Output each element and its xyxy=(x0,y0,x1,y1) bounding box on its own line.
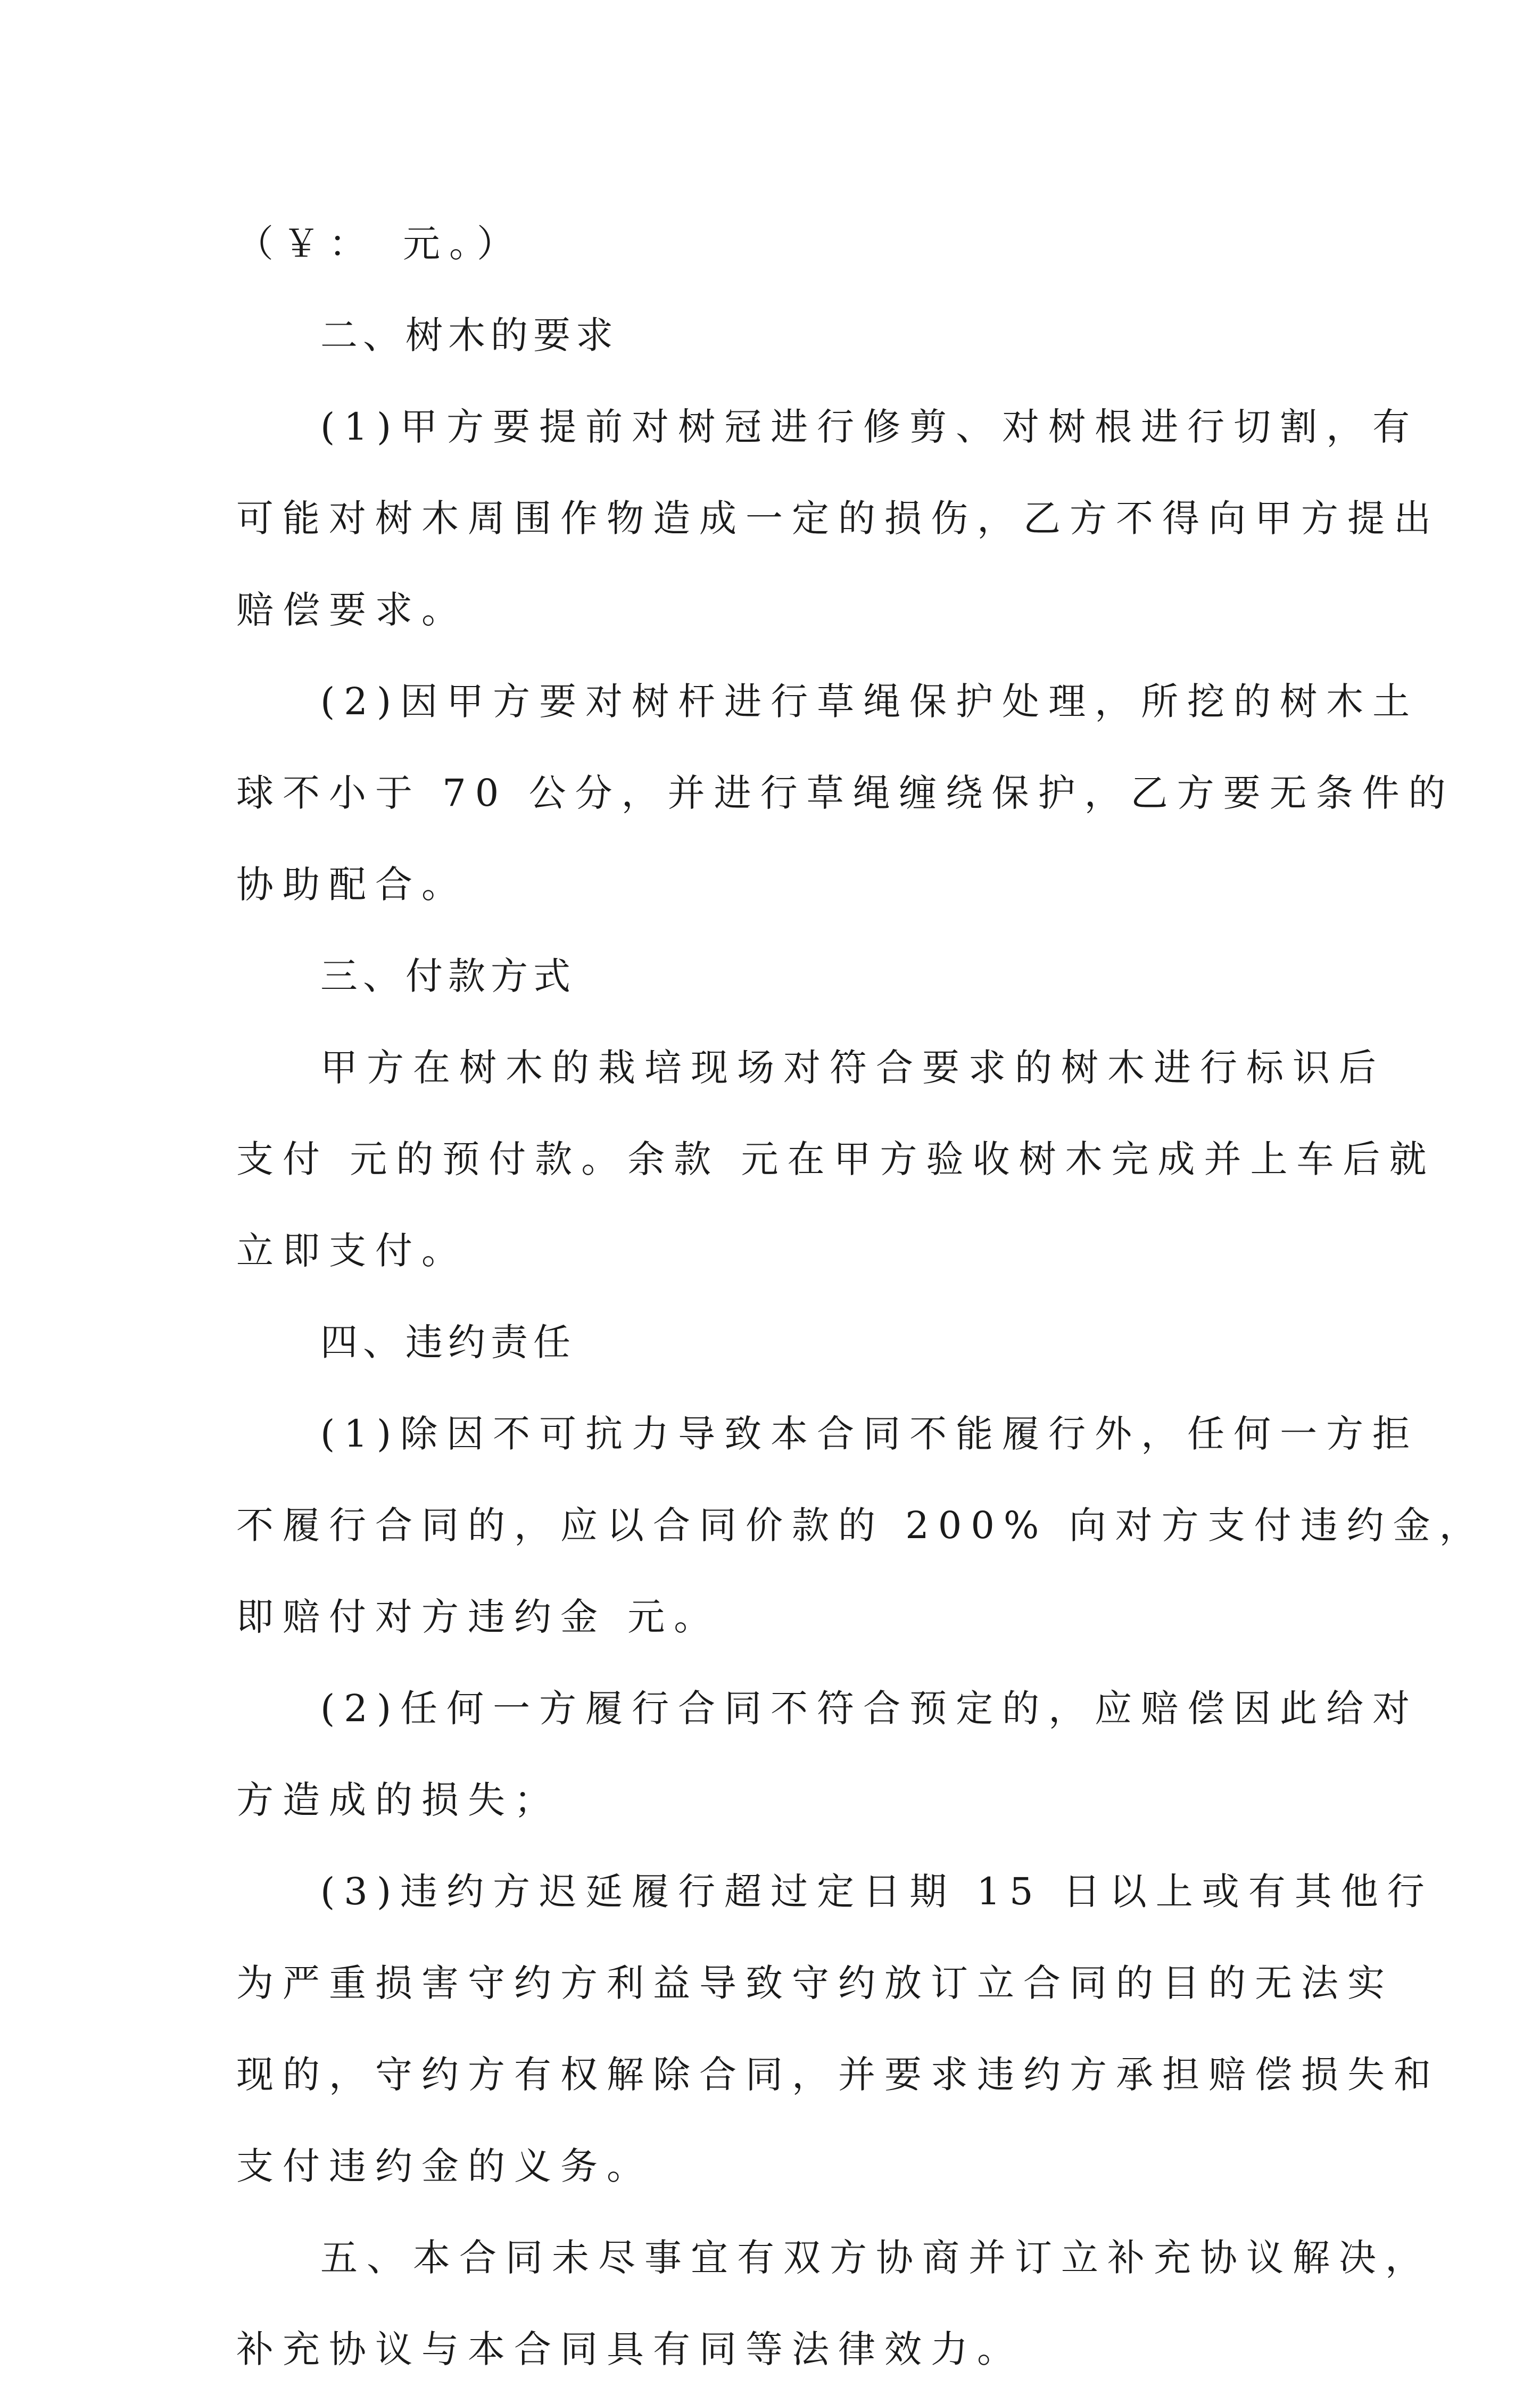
text-line: 支付 元的预付款。余款 元在甲方验收树木完成并上车后就 xyxy=(236,1137,1436,1181)
text-line: 球不小于 70 公分，并进行草绳缠绕保护，乙方要无条件的 xyxy=(236,771,1455,815)
text-line: 支付违约金的义务。 xyxy=(236,2144,653,2188)
document-body xyxy=(236,198,1486,2395)
text-line: (1)除因不可抗力导致本合同不能履行外，任何一方拒 xyxy=(320,1412,1419,1456)
text-line: (2)因甲方要对树杆进行草绳保护处理，所挖的树木土 xyxy=(320,680,1419,723)
text-line: (3)违约方迟延履行超过定日期 15 日以上或有其他行 xyxy=(320,1870,1434,1913)
text-line: 甲方在树木的栽培现场对符合要求的树木进行标识后 xyxy=(320,1046,1385,1089)
text-line: 立即支付。 xyxy=(236,1229,468,1273)
text-line: 为严重损害守约方利益导致守约放订立合同的目的无法实 xyxy=(236,1961,1394,2005)
text-line: 可能对树木周围作物造成一定的损伤，乙方不得向甲方提出 xyxy=(236,497,1440,540)
text-line: (2)任何一方履行合同不符合预定的，应赔偿因此给对 xyxy=(320,1687,1419,1730)
text-line: 协助配合。 xyxy=(236,863,468,906)
section-heading-5: 五、本合同未尽事宜有双方协商并订立补充协议解决， xyxy=(320,2236,1431,2280)
text-line: （￥： 元。） xyxy=(236,222,523,266)
section-heading-3: 三、付款方式 xyxy=(320,954,576,998)
text-line: 现的，守约方有权解除合同，并要求违约方承担赔偿损失和 xyxy=(236,2053,1440,2096)
text-line: 赔偿要求。 xyxy=(236,588,468,632)
section-heading-4: 四、违约责任 xyxy=(320,1320,576,1364)
text-line: 即赔付对方违约金 元。 xyxy=(236,1595,721,1639)
text-line: 方造成的损失； xyxy=(236,1778,560,1822)
text-line: 不履行合同的，应以合同价款的 200% 向对方支付违约金， xyxy=(236,1504,1486,1547)
text-line: (1)甲方要提前对树冠进行修剪、对树根进行切割，有 xyxy=(320,405,1419,449)
section-heading-2: 二、树木的要求 xyxy=(320,313,618,357)
text-line: 补充协议与本合同具有同等法律效力。 xyxy=(236,2327,1023,2371)
